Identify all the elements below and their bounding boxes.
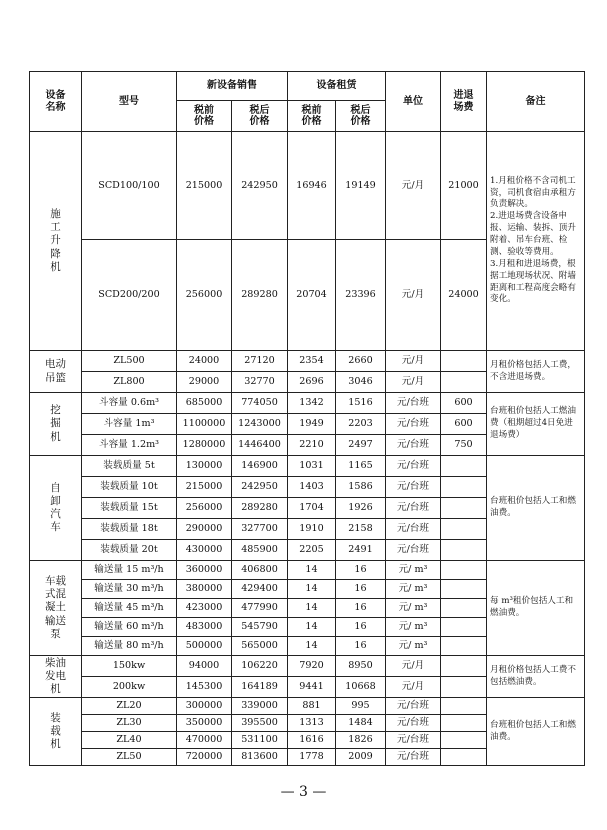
model-cell: 斗容量 1.2m³ — [82, 435, 177, 456]
sale-pre-tax-cell: 24000 — [177, 351, 232, 372]
model-cell: 150kw — [82, 656, 177, 677]
model-cell: 输送量 30 m³/h — [82, 580, 177, 599]
fee-cell: 24000 — [441, 240, 487, 351]
rent-post-tax-cell: 16 — [336, 637, 386, 656]
unit-cell: 元/台班 — [386, 477, 441, 498]
equipment-name-cell: 自 卸 汽 车 — [30, 456, 82, 561]
price-table — [29, 71, 585, 766]
unit-cell: 元/台班 — [386, 732, 441, 749]
sale-post-tax-cell: 327700 — [232, 519, 288, 540]
sale-post-tax-cell: 106220 — [232, 656, 288, 677]
sale-pre-tax-cell: 430000 — [177, 540, 232, 561]
rent-pre-tax-cell: 2210 — [288, 435, 336, 456]
rent-post-tax-cell: 16 — [336, 618, 386, 637]
rent-post-tax-cell: 1826 — [336, 732, 386, 749]
fee-cell — [441, 677, 487, 698]
sale-pre-tax-cell: 380000 — [177, 580, 232, 599]
rent-pre-tax-cell: 14 — [288, 599, 336, 618]
sale-post-tax-cell: 1243000 — [232, 414, 288, 435]
equipment-name-cell: 装 载 机 — [30, 698, 82, 766]
table-row — [30, 351, 585, 372]
equipment-name-cell: 车载 式混 凝土 输送 泵 — [30, 561, 82, 656]
model-cell: 装载质量 15t — [82, 498, 177, 519]
rent-post-tax-cell: 8950 — [336, 656, 386, 677]
sale-pre-tax-cell: 685000 — [177, 393, 232, 414]
fee-cell — [441, 498, 487, 519]
unit-cell: 元/ m³ — [386, 599, 441, 618]
rent-pre-tax-cell: 2354 — [288, 351, 336, 372]
rent-pre-tax-cell: 20704 — [288, 240, 336, 351]
fee-cell — [441, 599, 487, 618]
model-cell: SCD100/100 — [82, 132, 177, 240]
header-rental: 设备租赁 — [288, 72, 386, 101]
model-cell: 输送量 45 m³/h — [82, 599, 177, 618]
sale-post-tax-cell: 406800 — [232, 561, 288, 580]
model-cell: ZL30 — [82, 715, 177, 732]
fee-cell — [441, 456, 487, 477]
sale-pre-tax-cell: 215000 — [177, 132, 232, 240]
equipment-name-cell: 电动 吊篮 — [30, 351, 82, 393]
sale-post-tax-cell: 545790 — [232, 618, 288, 637]
header-unit: 单位 — [386, 72, 441, 132]
rent-post-tax-cell: 10668 — [336, 677, 386, 698]
model-cell: 200kw — [82, 677, 177, 698]
sale-pre-tax-cell: 256000 — [177, 240, 232, 351]
fee-cell — [441, 519, 487, 540]
equipment-name-cell: 柴油 发电 机 — [30, 656, 82, 698]
sale-pre-tax-cell: 483000 — [177, 618, 232, 637]
sale-post-tax-cell: 531100 — [232, 732, 288, 749]
unit-cell: 元/月 — [386, 372, 441, 393]
rent-post-tax-cell: 2497 — [336, 435, 386, 456]
model-cell: 装载质量 5t — [82, 456, 177, 477]
sale-pre-tax-cell: 215000 — [177, 477, 232, 498]
sale-pre-tax-cell: 1280000 — [177, 435, 232, 456]
fee-cell — [441, 580, 487, 599]
sale-pre-tax-cell: 360000 — [177, 561, 232, 580]
fee-cell — [441, 540, 487, 561]
fee-cell: 600 — [441, 414, 487, 435]
fee-cell — [441, 372, 487, 393]
sale-post-tax-cell: 395500 — [232, 715, 288, 732]
unit-cell: 元/台班 — [386, 698, 441, 715]
unit-cell: 元/台班 — [386, 519, 441, 540]
rent-post-tax-cell: 2660 — [336, 351, 386, 372]
unit-cell: 元/ m³ — [386, 580, 441, 599]
unit-cell: 元/台班 — [386, 749, 441, 766]
unit-cell: 元/台班 — [386, 540, 441, 561]
unit-cell: 元/月 — [386, 351, 441, 372]
unit-cell: 元/月 — [386, 656, 441, 677]
fee-cell — [441, 618, 487, 637]
header-remarks: 备注 — [487, 72, 585, 132]
sale-pre-tax-cell: 350000 — [177, 715, 232, 732]
rent-post-tax-cell: 995 — [336, 698, 386, 715]
rent-post-tax-cell: 1586 — [336, 477, 386, 498]
rent-post-tax-cell: 2203 — [336, 414, 386, 435]
table-row — [30, 656, 585, 677]
table-row — [30, 561, 585, 580]
sale-post-tax-cell: 774050 — [232, 393, 288, 414]
unit-cell: 元/台班 — [386, 435, 441, 456]
header-rent-post-tax: 税后 价格 — [336, 101, 386, 132]
sale-pre-tax-cell: 470000 — [177, 732, 232, 749]
fee-cell — [441, 732, 487, 749]
sale-pre-tax-cell: 29000 — [177, 372, 232, 393]
model-cell: 斗容量 0.6m³ — [82, 393, 177, 414]
fee-cell: 21000 — [441, 132, 487, 240]
rent-pre-tax-cell: 1313 — [288, 715, 336, 732]
rent-pre-tax-cell: 2696 — [288, 372, 336, 393]
unit-cell: 元/台班 — [386, 414, 441, 435]
header-sales-pre-tax: 税前 价格 — [177, 101, 232, 132]
rent-pre-tax-cell: 1704 — [288, 498, 336, 519]
header-model: 型号 — [82, 72, 177, 132]
rent-post-tax-cell: 19149 — [336, 132, 386, 240]
unit-cell: 元/台班 — [386, 715, 441, 732]
sale-post-tax-cell: 32770 — [232, 372, 288, 393]
header-new-sales: 新设备销售 — [177, 72, 288, 101]
model-cell: ZL50 — [82, 749, 177, 766]
rent-post-tax-cell: 2491 — [336, 540, 386, 561]
rent-post-tax-cell: 1516 — [336, 393, 386, 414]
rent-post-tax-cell: 16 — [336, 599, 386, 618]
rent-post-tax-cell: 23396 — [336, 240, 386, 351]
sale-pre-tax-cell: 290000 — [177, 519, 232, 540]
rent-pre-tax-cell: 14 — [288, 561, 336, 580]
equipment-name-cell: 挖 掘 机 — [30, 393, 82, 456]
fee-cell — [441, 698, 487, 715]
model-cell: ZL500 — [82, 351, 177, 372]
sale-pre-tax-cell: 720000 — [177, 749, 232, 766]
page-number: — 3 — — [280, 784, 327, 800]
rent-post-tax-cell: 16 — [336, 561, 386, 580]
equipment-name-cell: 施 工 升 降 机 — [30, 132, 82, 351]
rent-pre-tax-cell: 1910 — [288, 519, 336, 540]
model-cell: ZL800 — [82, 372, 177, 393]
fee-cell — [441, 656, 487, 677]
rent-pre-tax-cell: 1031 — [288, 456, 336, 477]
model-cell: 斗容量 1m³ — [82, 414, 177, 435]
sale-pre-tax-cell: 423000 — [177, 599, 232, 618]
unit-cell: 元/ m³ — [386, 637, 441, 656]
rent-pre-tax-cell: 1403 — [288, 477, 336, 498]
model-cell: ZL20 — [82, 698, 177, 715]
sale-post-tax-cell: 1446400 — [232, 435, 288, 456]
model-cell: 输送量 80 m³/h — [82, 637, 177, 656]
table-row — [30, 393, 585, 414]
sale-post-tax-cell: 289280 — [232, 498, 288, 519]
remarks-cell: 台班租价包括人工和燃油费。 — [487, 456, 585, 561]
sale-post-tax-cell: 164189 — [232, 677, 288, 698]
model-cell: 输送量 60 m³/h — [82, 618, 177, 637]
sale-pre-tax-cell: 94000 — [177, 656, 232, 677]
model-cell: 装载质量 20t — [82, 540, 177, 561]
unit-cell: 元/月 — [386, 132, 441, 240]
rent-pre-tax-cell: 14 — [288, 618, 336, 637]
rent-pre-tax-cell: 1778 — [288, 749, 336, 766]
sale-post-tax-cell: 477990 — [232, 599, 288, 618]
sale-post-tax-cell: 813600 — [232, 749, 288, 766]
sale-post-tax-cell: 565000 — [232, 637, 288, 656]
sale-pre-tax-cell: 145300 — [177, 677, 232, 698]
sale-post-tax-cell: 289280 — [232, 240, 288, 351]
model-cell: 装载质量 18t — [82, 519, 177, 540]
rent-pre-tax-cell: 881 — [288, 698, 336, 715]
sale-pre-tax-cell: 300000 — [177, 698, 232, 715]
model-cell: ZL40 — [82, 732, 177, 749]
rent-post-tax-cell: 16 — [336, 580, 386, 599]
fee-cell — [441, 351, 487, 372]
fee-cell — [441, 749, 487, 766]
rent-pre-tax-cell: 1949 — [288, 414, 336, 435]
table-body — [30, 132, 585, 766]
model-cell: SCD200/200 — [82, 240, 177, 351]
remarks-cell: 月租价格包括人工费不包括燃油费。 — [487, 656, 585, 698]
rent-pre-tax-cell: 9441 — [288, 677, 336, 698]
rent-pre-tax-cell: 2205 — [288, 540, 336, 561]
remarks-cell: 每 m³租价包括人工和燃油费。 — [487, 561, 585, 656]
header-equipment-name: 设备 名称 — [30, 72, 82, 132]
remarks-cell: 月租价格包括人工费，不含进退场费。 — [487, 351, 585, 393]
rent-pre-tax-cell: 1616 — [288, 732, 336, 749]
fee-cell — [441, 715, 487, 732]
rent-post-tax-cell: 3046 — [336, 372, 386, 393]
unit-cell: 元/ m³ — [386, 618, 441, 637]
unit-cell: 元/台班 — [386, 393, 441, 414]
sale-post-tax-cell: 485900 — [232, 540, 288, 561]
rent-pre-tax-cell: 14 — [288, 637, 336, 656]
rent-post-tax-cell: 1484 — [336, 715, 386, 732]
unit-cell: 元/台班 — [386, 456, 441, 477]
model-cell: 输送量 15 m³/h — [82, 561, 177, 580]
sale-pre-tax-cell: 130000 — [177, 456, 232, 477]
remarks-cell: 台班租价包括人工和燃油费。 — [487, 698, 585, 766]
header-sales-post-tax: 税后 价格 — [232, 101, 288, 132]
rent-post-tax-cell: 2009 — [336, 749, 386, 766]
rent-post-tax-cell: 2158 — [336, 519, 386, 540]
fee-cell — [441, 561, 487, 580]
table-row — [30, 456, 585, 477]
rent-pre-tax-cell: 16946 — [288, 132, 336, 240]
unit-cell: 元/月 — [386, 677, 441, 698]
sale-post-tax-cell: 242950 — [232, 132, 288, 240]
rent-post-tax-cell: 1165 — [336, 456, 386, 477]
fee-cell: 600 — [441, 393, 487, 414]
rent-post-tax-cell: 1926 — [336, 498, 386, 519]
remarks-cell: 台班租价包括人工燃油费（租期超过4日免进退场费） — [487, 393, 585, 456]
fee-cell — [441, 637, 487, 656]
sale-pre-tax-cell: 500000 — [177, 637, 232, 656]
rent-pre-tax-cell: 1342 — [288, 393, 336, 414]
sale-post-tax-cell: 429400 — [232, 580, 288, 599]
table-row — [30, 698, 585, 715]
header-entry-exit-fee: 进退 场费 — [441, 72, 487, 132]
model-cell: 装载质量 10t — [82, 477, 177, 498]
header-rent-pre-tax: 税前 价格 — [288, 101, 336, 132]
sale-pre-tax-cell: 1100000 — [177, 414, 232, 435]
remarks-cell: 1.月租价格不含司机工资，司机食宿由承租方负责解决。 2.进退场费含设备申报、运输、装拆、顶升附着、吊车台班、检测、验收等费用。 3.月租和进退场费，根据工地现场状况、附墙距离和工程高度会略有变化。 — [487, 132, 585, 351]
sale-post-tax-cell: 339000 — [232, 698, 288, 715]
sale-post-tax-cell: 27120 — [232, 351, 288, 372]
unit-cell: 元/台班 — [386, 498, 441, 519]
fee-cell — [441, 477, 487, 498]
sale-post-tax-cell: 146900 — [232, 456, 288, 477]
rent-pre-tax-cell: 7920 — [288, 656, 336, 677]
unit-cell: 元/ m³ — [386, 561, 441, 580]
unit-cell: 元/月 — [386, 240, 441, 351]
rent-pre-tax-cell: 14 — [288, 580, 336, 599]
table-row — [30, 132, 585, 240]
sale-pre-tax-cell: 256000 — [177, 498, 232, 519]
sale-post-tax-cell: 242950 — [232, 477, 288, 498]
fee-cell: 750 — [441, 435, 487, 456]
